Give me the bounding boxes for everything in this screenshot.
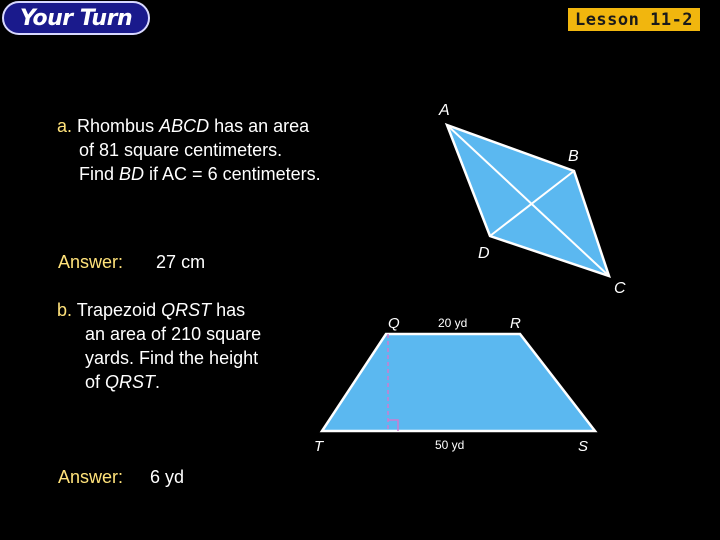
question-b-line1-em: QRST [161, 300, 212, 320]
answer-a-label: Answer: [58, 252, 124, 272]
question-b-line1-pre: Trapezoid [76, 300, 162, 320]
rhombus-vertex-a: A [439, 102, 450, 119]
rhombus-vertex-c: C [614, 280, 626, 297]
question-b-line4-em: QRST [105, 372, 156, 392]
question-a-line3-post: if AC = 6 centimeters. [144, 164, 321, 184]
question-a-line1-em: ABCD [159, 116, 210, 136]
question-b-line2: an area of 210 square [85, 324, 262, 344]
trapezoid-vertex-t: T [314, 438, 324, 455]
question-b-line4-pre: of [85, 372, 106, 392]
question-a-line2: of 81 square centimeters. [79, 140, 283, 160]
answer-b-value: 6 yd [150, 467, 185, 487]
trapezoid-vertex-q: Q [388, 315, 400, 332]
question-b-line3: yards. Find the height [85, 348, 259, 368]
question-a-label: a. [57, 116, 73, 136]
question-b-line1-post: has [211, 300, 246, 320]
question-b-label: b. [57, 300, 73, 320]
trapezoid-vertex-r: R [510, 315, 521, 332]
answer-b-label: Answer: [58, 467, 124, 487]
question-b-line4-post: . [155, 372, 161, 392]
trapezoid-figure [314, 315, 595, 455]
rhombus-vertex-b: B [568, 148, 579, 165]
rhombus-figure [438, 102, 626, 297]
question-a-line3-pre: Find [79, 164, 120, 184]
your-turn-label: Your Turn [19, 5, 133, 31]
question-a-line1-pre: Rhombus [77, 116, 160, 136]
rhombus-vertex-d: D [478, 245, 490, 262]
question-a-line3-em: BD [119, 164, 145, 184]
question-a-line1-post: has an area [209, 116, 310, 136]
trapezoid-shape [322, 334, 595, 431]
trapezoid-top-base-label: 20 yd [438, 316, 468, 330]
trapezoid-bottom-base-label: 50 yd [435, 438, 465, 452]
trapezoid-vertex-s: S [578, 438, 589, 455]
lesson-label: Lesson 11-2 [574, 9, 694, 30]
answer-a-value: 27 cm [156, 252, 206, 272]
